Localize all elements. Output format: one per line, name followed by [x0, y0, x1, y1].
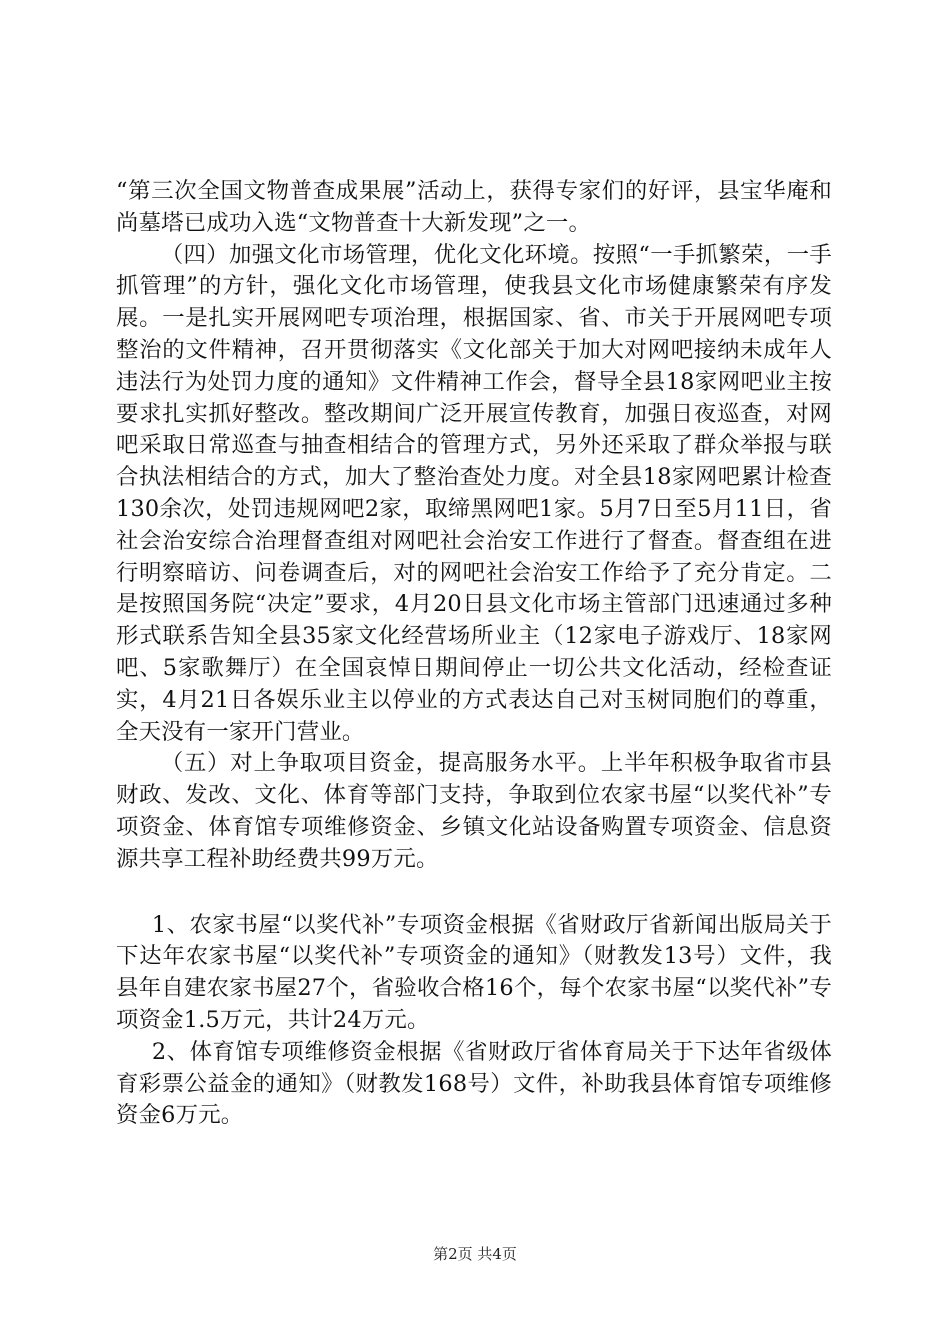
page-number-footer: 第2页 共4页 [433, 1245, 517, 1263]
paragraph-section-five: （五）对上争取项目资金，提高服务水平。上半年积极争取省市县财政、发改、文化、体育等部门支持，争取到位农家书屋“以奖代补”专项资金、体育馆专项维修资金、乡镇文化站设备购置专项资金、信息资源共享工程补助经费共99万元。 [116, 750, 832, 872]
paragraph-item-two: 2、体育馆专项维修资金根据《省财政厅省体育局关于下达年省级体育彩票公益金的通知》（财教发168号）文件，补助我县体育馆专项维修资金6万元。 [116, 1038, 832, 1129]
paragraph-continuation: “第三次全国文物普查成果展”活动上，获得专家们的好评，县宝华庵和尚墓塔已成功入选“文物普查十大新发现”之一。 [116, 178, 832, 236]
paragraph-gap [116, 876, 832, 910]
document-body [116, 176, 832, 1132]
paragraph-section-four: （四）加强文化市场管理，优化文化环境。按照“一手抓繁荣，一手抓管理”的方针，强化文化市场管理，使我县文化市场健康繁荣有序发展。一是扎实开展网吧专项治理，根据国家、省、市关于开展网吧专项整治的文件精神，召开贯彻落实《文化部关于加大对网吧接纳未成年人违法行为处罚力度的通知》文件精神工作会，督导全县18家网吧业主按要求扎实抓好整改。整改期间广泛开展宣传教育，加强日夜巡查，对网吧采取日常巡查与抽查相结合的管理方式，另外还采取了群众举报与联合执法相结合的方式，加大了整治查处力度。对全县18家网吧累计检查130余次，处罚违规网吧2家，取缔黑网吧1家。5月7日至5月11日，省社会治安综合治理督查组对网吧社会治安工作进行了督查。督查组在进行明察暗访、问卷调查后，对的网吧社会治安工作给予了充分肯定。二是按照国务院“决定”要求，4月20日县文化市场主管部门迅速通过多种形式联系告知全县35家文化经营场所业主（12家电子游戏厅、18家网吧、5家歌舞厅）在全国哀悼日期间停止一切公共文化活动，经检查证实，4月21日各娱乐业主以停业的方式表达自己对玉树同胞们的尊重，全天没有一家开门营业。 [116, 241, 832, 745]
paragraph-item-one: 1、农家书屋“以奖代补”专项资金根据《省财政厅省新闻出版局关于下达年农家书屋“以奖代补”专项资金的通知》（财教发13号）文件，我县年自建农家书屋27个，省验收合格16个，每个农家书屋“以奖代补”专项资金1.5万元，共计24万元。 [116, 911, 832, 1033]
